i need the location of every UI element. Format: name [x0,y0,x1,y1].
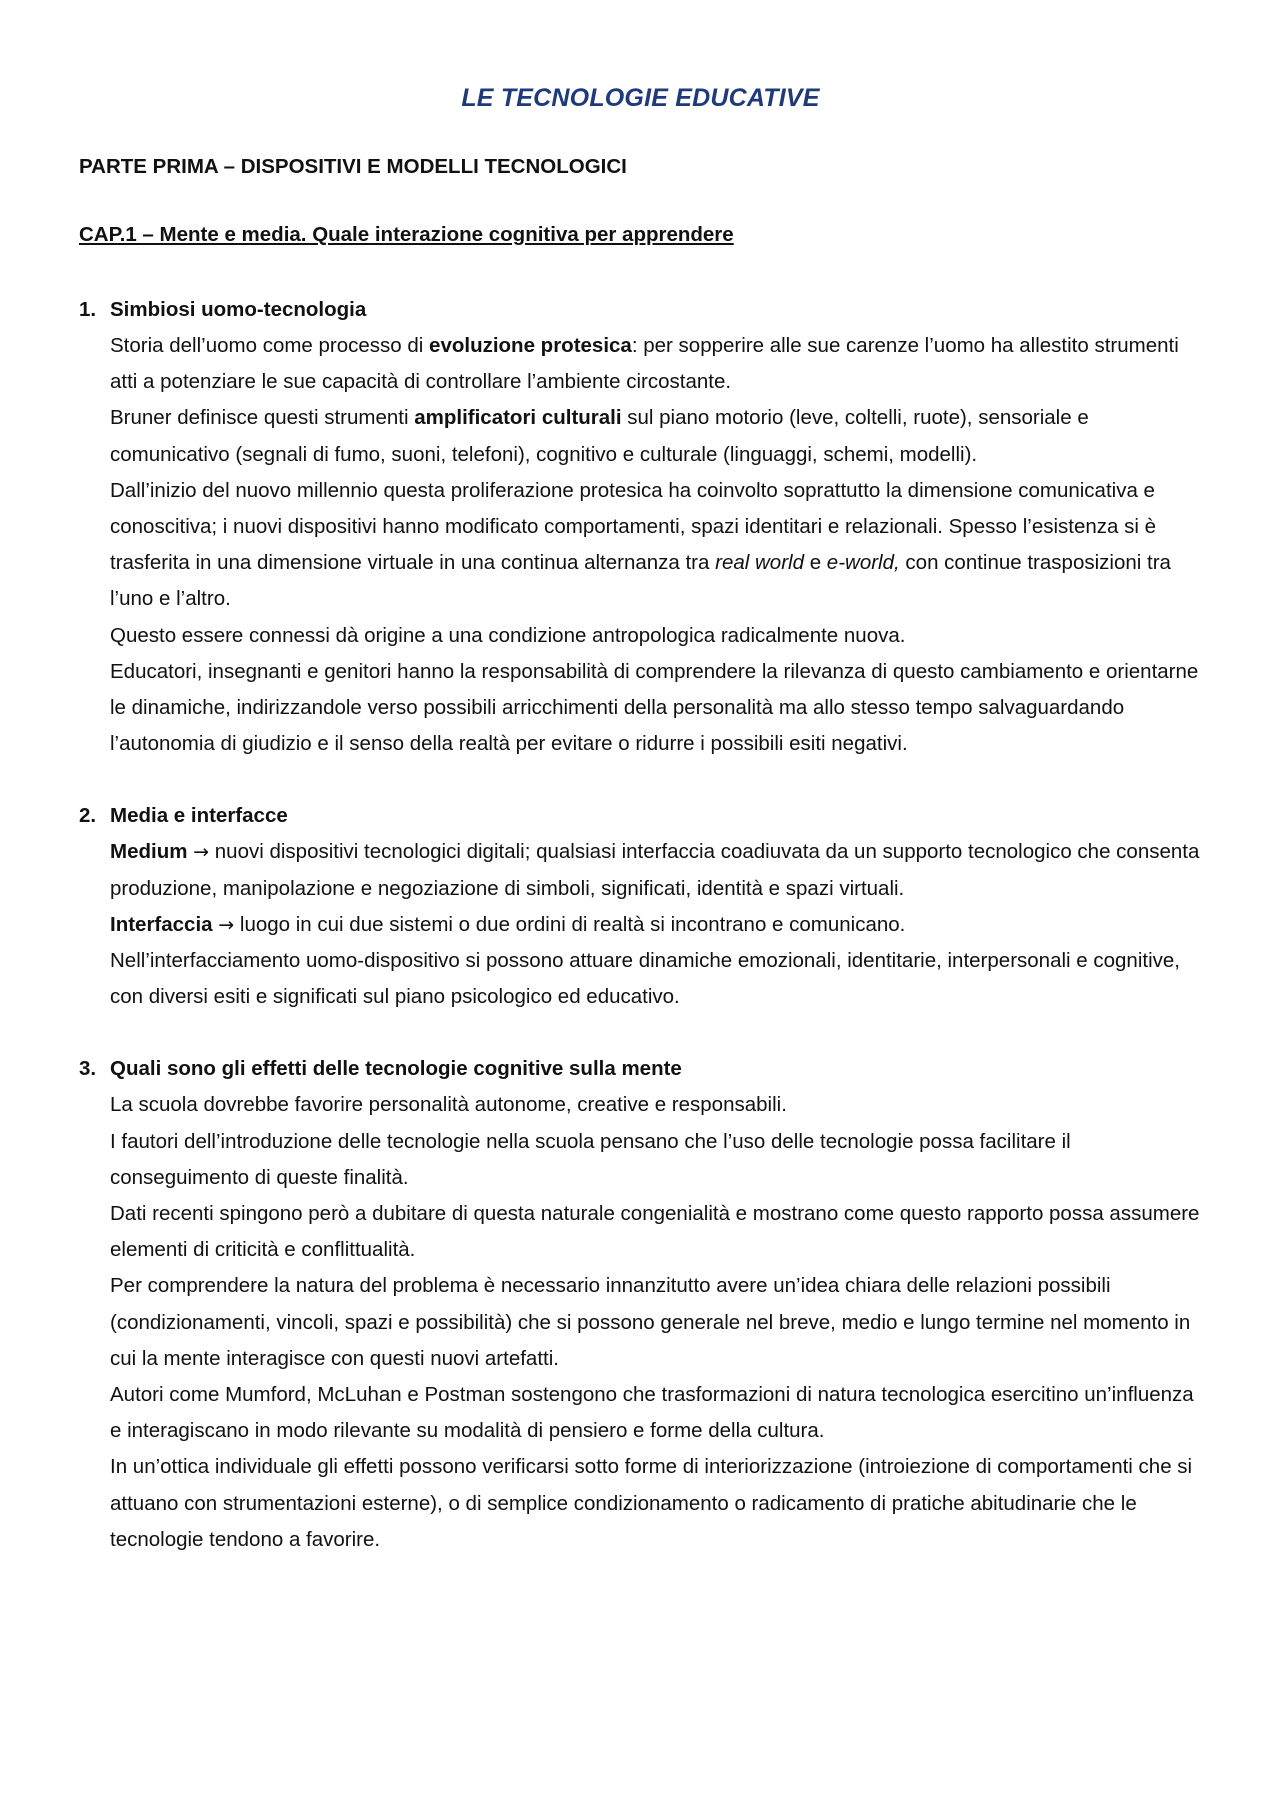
paragraph: Questo essere connessi dà origine a una condizione antropologica radicalmente nuova. [110,623,906,647]
section-number: 2. [79,804,97,828]
section-3 [79,1051,1202,1558]
section-body [110,834,1202,1015]
section-number: 1. [79,298,97,321]
paragraph: Autori come Mumford, McLuhan e Postman sostengono che trasformazioni di natura tecnologica esercitino un’influenza e interagiscano in modo rilevante su modalità di pensiero e forme della cultura. [110,1383,1194,1443]
text-run: sul piano motorio (leve, coltelli, ruote), sensoriale e comunicativo (segnali di fumo, suoni, telefoni), cognitivo e culturale (linguaggi, schemi, modelli). [110,406,1089,466]
text-run: con continue trasposizioni tra l’uno e l’altro. [110,551,1171,611]
paragraph: Educatori, insegnanti e genitori hanno la responsabilità di comprendere la rilevanza di questo cambiamento e orientarne le dinamiche, indirizzandole verso possibili arricchimenti della personalità ma allo stesso tempo salvaguardando l’autonomia di giudizio e il senso della realtà per evitare o ridurre i possibili esiti negativi. [110,659,1199,756]
text-run: e [804,551,827,575]
paragraph [110,907,1202,943]
paragraph: La scuola dovrebbe favorire personalità autonome, creative e responsabili. [110,1093,787,1117]
part-title: PARTE PRIMA – DISPOSITIVI E MODELLI TECNOLOGICI [79,155,627,178]
paragraph: Per comprendere la natura del problema è necessario innanzitutto avere un’idea chiara delle relazioni possibili (condizionamenti, vincoli, spazi e possibilità) che si possono generale nel breve, medio e lungo termine nel momento in cui la mente interagisce con questi nuovi artefatti. [110,1274,1191,1370]
paragraph [110,834,1202,906]
chapter-title: CAP.1 – Mente e media. Quale interazione cognitiva per apprendere [79,223,734,246]
text-run: nuovi dispositivi tecnologici digitali; qualsiasi interfaccia coadiuvata da un supporto tecnologico che consenta produzione, manipolazione e negoziazione di simboli, significati, identità e spazi virtuali. [110,840,1200,900]
italic-term: e-world, [826,551,900,575]
arrow-right-icon: → [193,841,210,864]
paragraph: I fautori dell’introduzione delle tecnologie nella scuola pensano che l’uso delle tecnologie possa facilitare il conseguimento di queste finalità. [110,1129,1071,1189]
section-heading-text: Media e interfacce [110,804,288,828]
section-1 [79,292,1202,762]
section-heading [79,292,1202,328]
bold-term: amplificatori culturali [414,406,622,430]
bold-term: evoluzione protesica [429,334,632,357]
section-body [110,1087,1202,1558]
arrow-right-icon: → [218,913,235,936]
paragraph: Nell’interfacciamento uomo-dispositivo si possono attuare dinamiche emozionali, identitarie, interpersonali e cognitive, con diversi esiti e significati sul piano psicologico ed educativo. [110,949,1180,1009]
text-run: luogo in cui due sistemi o due ordini di realtà si incontrano e comunicano. [234,912,906,936]
section-heading [79,798,1202,834]
italic-term: real world [715,551,804,575]
text-run: Storia dell’uomo come processo di [110,334,430,357]
section-heading [79,1051,1202,1087]
section-2 [79,798,1202,1015]
paragraph: Dati recenti spingono però a dubitare di questa naturale congenialità e mostrano come questo rapporto possa assumere elementi di criticità e conflittualità. [110,1202,1200,1262]
bold-term: Medium [110,840,188,864]
document-title: LE TECNOLOGIE EDUCATIVE [461,84,820,112]
text-run: : per sopperire alle sue carenze l’uomo ha allestito strumenti atti a potenziare le sue capacità di controllare l’ambiente circostante. [110,334,1179,394]
text-run: Bruner definisce questi strumenti [110,406,415,430]
section-heading-text: Quali sono gli effetti delle tecnologie cognitive sulla mente [110,1057,682,1081]
section-number: 3. [79,1057,97,1081]
paragraph [110,328,1202,400]
bold-term: Interfaccia [110,912,213,936]
paragraph: In un’ottica individuale gli effetti possono verificarsi sotto forme di interiorizzazione (introiezione di comportamenti che si attuano con strumentazioni esterne), o di semplice condizionamento o radicamento di pratiche abitudinarie che le tecnologie tendono a favorire. [110,1455,1193,1551]
section-heading-text: Simbiosi uomo-tecnologia [110,298,367,321]
section-body [110,328,1202,762]
text-run: Dall’inizio del nuovo millennio questa proliferazione protesica ha coinvolto soprattutto la dimensione comunicativa e conoscitiva; i nuovi dispositivi hanno modificato comportamenti, spazi identitari e relazionali. Spesso l’esistenza si è trasferita in una dimensione virtuale in una continua alternanza tra [110,478,1157,575]
paragraph [110,473,1202,618]
paragraph [110,400,1202,472]
